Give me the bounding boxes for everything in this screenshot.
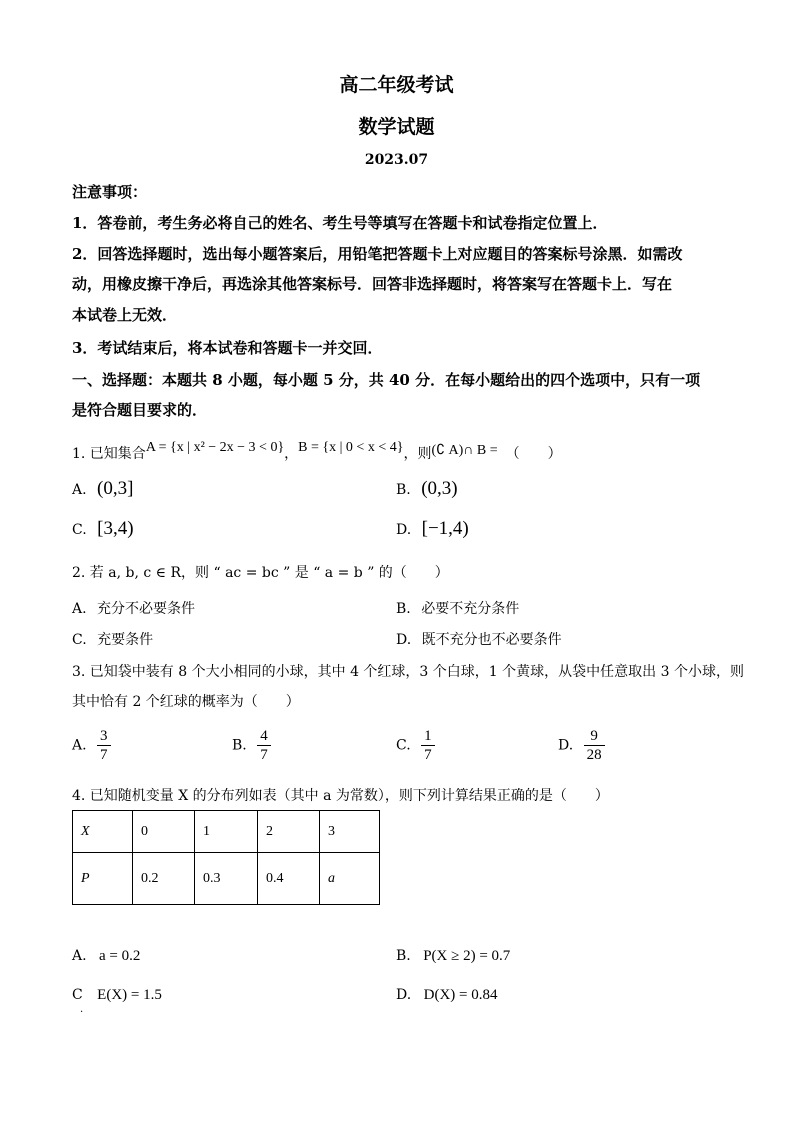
option-label: B. <box>396 601 411 617</box>
q2-option-d <box>396 629 562 649</box>
table-cell: 3 <box>320 811 380 853</box>
q3-option-b <box>232 727 271 764</box>
denominator: 7 <box>100 747 108 763</box>
notice-item-2: 2．回答选择题时，选出每小题答案后，用铅笔把答题卡上对应题目的答案标号涂黑．如需改 <box>72 245 683 263</box>
table-cell: P <box>73 853 133 905</box>
option-label: C <box>72 987 83 1003</box>
q1-set-a: A = {x | x² − 2x − 3 < 0} <box>145 440 285 455</box>
numerator: 3 <box>97 727 111 746</box>
option-label: A. <box>72 601 87 617</box>
notice-item-2-cont: 动，用橡皮擦干净后，再选涂其他答案标号．回答非选择题时，将答案写在答题卡上．写在 <box>72 275 673 293</box>
option-label: C. <box>396 737 411 754</box>
option-label: A. <box>72 948 87 964</box>
option-value: P(X ≥ 2) = 0.7 <box>423 948 511 964</box>
fraction <box>97 727 111 764</box>
q1-option-c <box>72 518 134 540</box>
option-label: B. <box>232 737 247 754</box>
option-value: a = 0.2 <box>99 948 141 964</box>
table-cell: a <box>320 853 380 905</box>
option-label: B. <box>396 948 411 964</box>
q4-option-d <box>396 987 498 1004</box>
table-cell: 0.2 <box>133 853 195 905</box>
q1-sep: ， <box>284 446 299 462</box>
q2-option-c <box>72 629 153 649</box>
option-label: C. <box>72 522 87 538</box>
table-row-x <box>73 811 380 853</box>
numerator: 9 <box>584 727 605 746</box>
denominator: 7 <box>260 747 268 763</box>
option-label: D. <box>558 737 574 754</box>
option-value: [−1,4) <box>421 518 469 539</box>
option-label: D. <box>396 632 412 648</box>
q2-option-b <box>396 598 519 618</box>
option-label: A. <box>72 482 87 498</box>
fraction <box>584 727 605 764</box>
table-cell: 0.3 <box>195 853 258 905</box>
option-label: A. <box>72 737 87 754</box>
table-cell: 1 <box>195 811 258 853</box>
option-value: E(X) = 1.5 <box>97 987 162 1003</box>
table-cell: 0 <box>133 811 195 853</box>
question-1-stem <box>72 440 562 463</box>
notice-item-1: 1．答卷前，考生务必将自己的姓名、考生号等填写在答题卡和试卷指定位置上． <box>72 214 608 232</box>
numerator: 4 <box>257 727 271 746</box>
q1-set-b: B = {x | 0 < x < 4} <box>298 440 404 455</box>
option-value: (0,3] <box>97 478 134 499</box>
option-value: D(X) = 0.84 <box>423 987 498 1003</box>
exam-title: 高二年级考试 <box>339 74 454 96</box>
q3-option-d <box>558 727 605 764</box>
q1-option-d <box>396 518 469 540</box>
question-4-stem: 4. 已知随机变量 X 的分布列如表（其中 a 为常数），则下列计算结果正确的是（ ） <box>72 788 609 804</box>
option-value: [3,4) <box>97 518 134 539</box>
table-cell: 2 <box>258 811 320 853</box>
fraction <box>257 727 271 764</box>
q1-then: ，则 <box>403 446 432 462</box>
q1-option-b <box>396 478 458 500</box>
option-label: D. <box>396 987 412 1003</box>
q1-prefix: 1. 已知集合 <box>72 446 146 462</box>
option-label: C. <box>72 632 87 648</box>
table-row-p <box>73 853 380 905</box>
q4-option-a <box>72 948 140 965</box>
q4-option-c <box>72 987 162 1004</box>
option-label: D. <box>396 522 412 538</box>
section-heading: 一、选择题：本题共 8 小题，每小题 5 分，共 40 分．在每小题给出的四个选项中，只有一项 <box>72 371 701 389</box>
q1-expr: (∁ A)∩ B = <box>431 443 498 458</box>
option-value: 既不充分也不必要条件 <box>421 632 562 648</box>
denominator: 7 <box>424 747 432 763</box>
distribution-table <box>72 810 380 905</box>
fraction <box>421 727 435 764</box>
option-value: 必要不充分条件 <box>421 601 520 617</box>
option-label: B. <box>396 482 411 498</box>
stray-dot: . <box>80 1004 84 1015</box>
q4-option-b <box>396 948 510 965</box>
option-value: 充要条件 <box>97 632 154 648</box>
question-3-stem-cont: 其中恰有 2 个红球的概率为（ ） <box>72 694 300 710</box>
denominator: 28 <box>586 747 602 763</box>
q3-option-a <box>72 727 111 764</box>
question-2-stem: 2. 若 a, b, c ∈ R，则 “ ac = bc ” 是 “ a = b ” 的（ ） <box>72 565 449 581</box>
question-3-stem: 3. 已知袋中装有 8 个大小相同的小球，其中 4 个红球，3 个白球，1 个黄球，从袋中任意取出 3 个小球，则 <box>72 664 744 680</box>
numerator: 1 <box>421 727 435 746</box>
notice-heading: 注意事项： <box>72 183 148 201</box>
q1-option-a <box>72 478 133 500</box>
q1-blank: （ ） <box>505 446 562 462</box>
exam-subject: 数学试题 <box>358 116 435 138</box>
option-value: (0,3) <box>421 478 458 499</box>
q3-option-c <box>396 727 435 764</box>
notice-item-3: 3．考试结束后，将本试卷和答题卡一并交回． <box>72 339 383 357</box>
q2-option-a <box>72 598 195 618</box>
option-value: 充分不必要条件 <box>97 601 196 617</box>
notice-item-2-end: 本试卷上无效． <box>72 306 178 324</box>
table-cell: X <box>73 811 133 853</box>
exam-date: 2023.07 <box>364 152 429 168</box>
section-heading-cont: 是符合题目要求的． <box>72 401 208 419</box>
table-cell: 0.4 <box>258 853 320 905</box>
